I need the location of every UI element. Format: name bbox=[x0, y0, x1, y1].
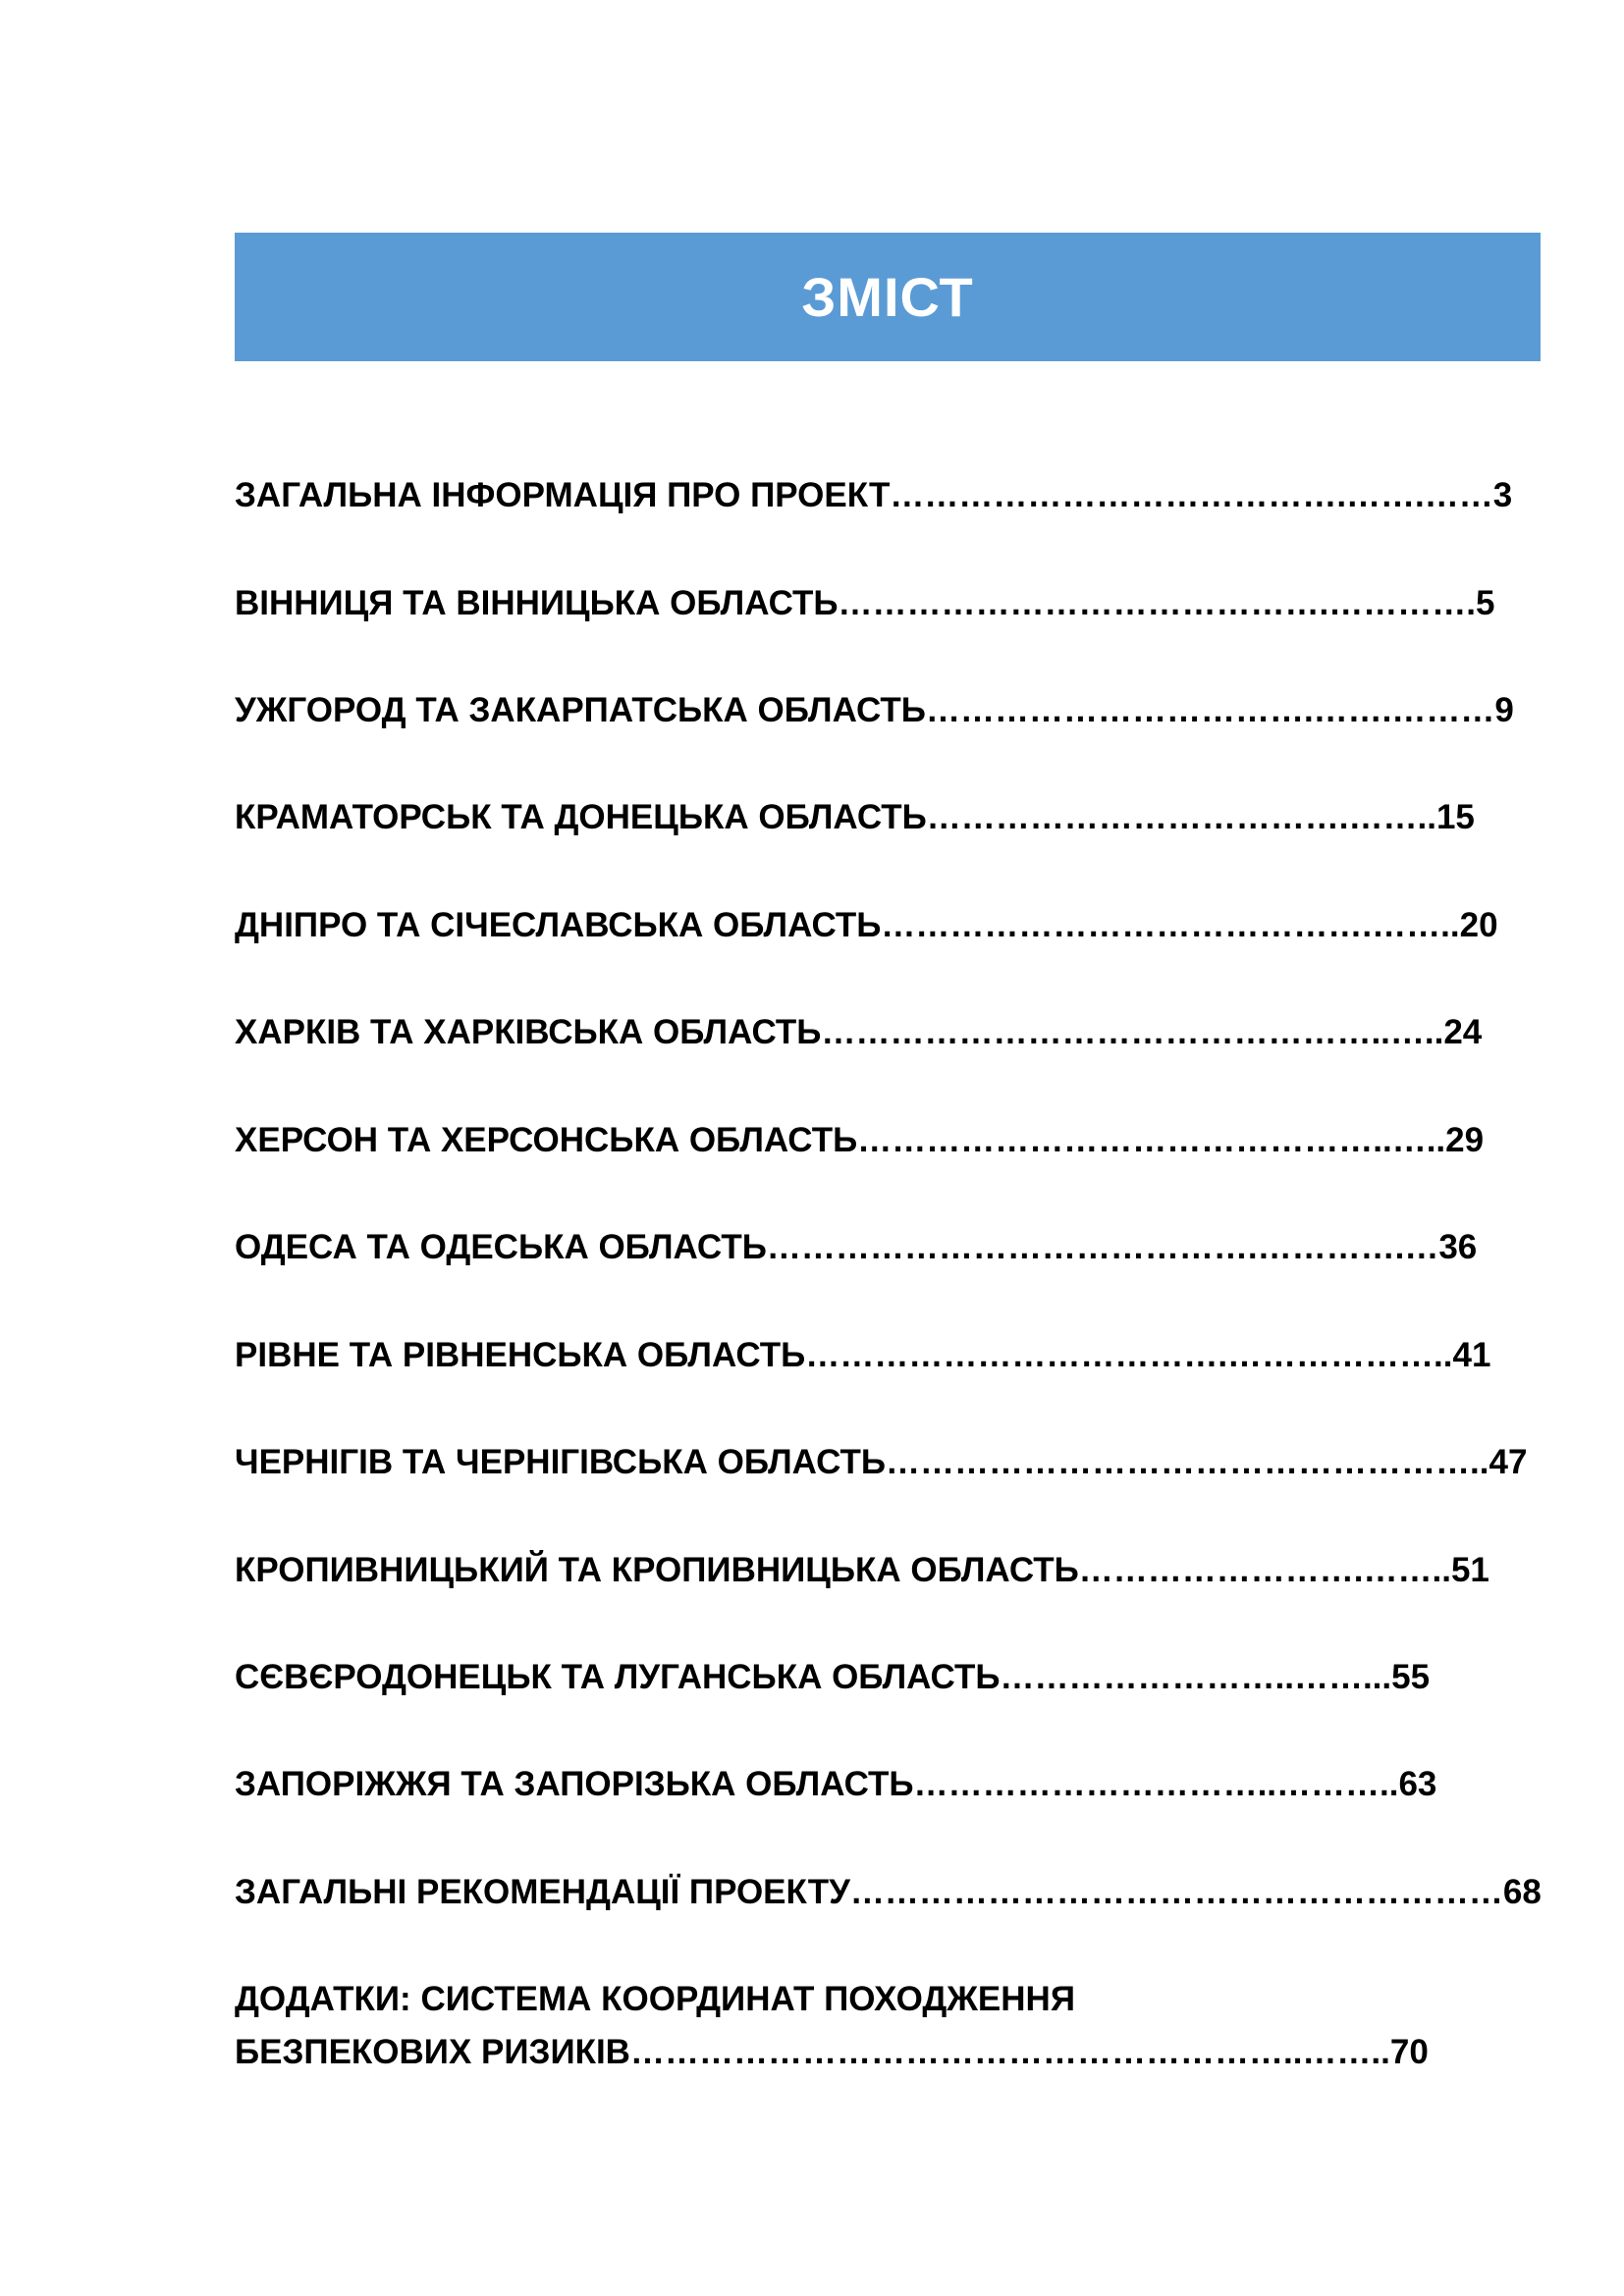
toc-entry-leader: …………………………….…….……… bbox=[925, 691, 1495, 729]
toc-entry-title: ХЕРСОН ТА ХЕРСОНСЬКА ОБЛАСТЬ bbox=[235, 1121, 858, 1159]
toc-entry bbox=[235, 469, 1512, 522]
toc-entry-page: 55 bbox=[1391, 1658, 1431, 1696]
toc-entry-leader: …………………………………………………..…….. bbox=[629, 2033, 1390, 2071]
toc-entry-title: ВІННИЦЯ ТА ВІННИЦЬКА ОБЛАСТЬ bbox=[235, 584, 839, 622]
toc-entry-page: 5 bbox=[1476, 584, 1495, 622]
toc-entry bbox=[235, 791, 1475, 844]
page-title: ЗМІСТ bbox=[801, 266, 974, 328]
toc-entry-leader: …………………………..……….. bbox=[913, 1765, 1399, 1803]
toc-entry-title: БЕЗПЕКОВИХ РИЗИКІВ bbox=[235, 2033, 630, 2071]
toc-entry bbox=[235, 1114, 1484, 1167]
toc-entry-title: ЧЕРНІГІВ ТА ЧЕРНІГІВСЬКА ОБЛАСТЬ bbox=[235, 1443, 887, 1481]
toc-entry-page: 68 bbox=[1502, 1873, 1542, 1911]
toc-entry-title: СЄВЄРОДОНЕЦЬК ТА ЛУГАНСЬКА ОБЛАСТЬ bbox=[235, 1658, 1001, 1696]
toc-entry bbox=[235, 899, 1498, 952]
toc-entry-title: КРАМАТОРСЬК ТА ДОНЕЦЬКА ОБЛАСТЬ bbox=[235, 798, 927, 836]
toc-entry-page: 24 bbox=[1443, 1013, 1483, 1051]
toc-entry-page: 41 bbox=[1452, 1336, 1491, 1374]
toc-entry-page: 15 bbox=[1435, 798, 1475, 836]
toc-entry-leader: …………………………………………..….. bbox=[821, 1013, 1444, 1051]
toc-entry-title: ЗАПОРІЖЖЯ ТА ЗАПОРІЗЬКА ОБЛАСТЬ bbox=[235, 1765, 914, 1803]
toc-entry-page: 36 bbox=[1438, 1228, 1478, 1266]
toc-entry-leader: …………………….…….. bbox=[1078, 1551, 1451, 1589]
toc-entry bbox=[235, 1544, 1489, 1597]
toc-entry-title: ЗАГАЛЬНІ РЕКОМЕНДАЦІЇ ПРОЕКТУ bbox=[235, 1873, 850, 1911]
toc-entry-title: ХАРКІВ ТА ХАРКІВСЬКА ОБЛАСТЬ bbox=[235, 1013, 822, 1051]
toc-entry-leader: …………………………………….………….… bbox=[766, 1228, 1439, 1266]
toc-entry-leader: ……………………………….……………….. bbox=[805, 1336, 1453, 1374]
toc-title-bar bbox=[235, 233, 1541, 361]
toc-entry-title: ДНІПРО ТА СІЧЕСЛАВСЬКА ОБЛАСТЬ bbox=[235, 906, 882, 944]
toc-entry bbox=[235, 1866, 1542, 1919]
toc-entry-leader: ……………………………….…….. bbox=[926, 798, 1436, 836]
toc-entry-leader: …………………………………………….. bbox=[886, 1443, 1489, 1481]
toc-entry-page: 9 bbox=[1494, 691, 1514, 729]
toc-entry-leader: …………………………………….…………. bbox=[838, 584, 1476, 622]
toc-entry-page: 29 bbox=[1445, 1121, 1485, 1159]
toc-entry-title: ОДЕСА ТА ОДЕСЬКА ОБЛАСТЬ bbox=[235, 1228, 767, 1266]
toc-entry-leader: ………………………………………………… bbox=[849, 1873, 1503, 1911]
toc-entry bbox=[235, 1221, 1477, 1274]
toc-entry-title: КРОПИВНИЦЬКИЙ ТА КРОПИВНИЦЬКА ОБЛАСТЬ bbox=[235, 1551, 1079, 1589]
toc-entry-page: 51 bbox=[1450, 1551, 1489, 1589]
toc-entry-appendix-continued bbox=[235, 2026, 1429, 2079]
toc-entry-leader: ………………………………………..….. bbox=[857, 1121, 1446, 1159]
toc-entry-leader: ………………………………….…….…… bbox=[890, 476, 1493, 514]
toc-entry-title: ЗАГАЛЬНА ІНФОРМАЦІЯ ПРО ПРОЕКТ bbox=[235, 476, 891, 514]
toc-entry-page: 3 bbox=[1492, 476, 1513, 514]
toc-entry bbox=[235, 1436, 1527, 1489]
toc-entry bbox=[235, 1329, 1490, 1382]
toc-entry-page: 70 bbox=[1389, 2033, 1429, 2071]
toc-entry-appendix bbox=[235, 1973, 1075, 2026]
toc-entry-page: 47 bbox=[1489, 1443, 1528, 1481]
toc-entry-page: 20 bbox=[1459, 906, 1498, 944]
toc-entry-title: УЖГОРОД ТА ЗАКАРПАТСЬКА ОБЛАСТЬ bbox=[235, 691, 926, 729]
toc-entry-leader: ……………………..……... bbox=[1000, 1658, 1392, 1696]
toc-entry-page: 63 bbox=[1398, 1765, 1437, 1803]
toc-entry bbox=[235, 577, 1494, 630]
toc-entry-title: ДОДАТКИ: СИСТЕМА КООРДИНАТ ПОХОДЖЕННЯ bbox=[235, 1980, 1075, 2018]
toc-entry-title: РІВНЕ ТА РІВНЕНСЬКА ОБЛАСТЬ bbox=[235, 1336, 806, 1374]
toc-entry bbox=[235, 1758, 1436, 1811]
toc-entry bbox=[235, 1651, 1430, 1704]
toc-entry bbox=[235, 684, 1514, 737]
toc-entry bbox=[235, 1006, 1482, 1059]
toc-entry-leader: …………………………………….…….. bbox=[881, 906, 1460, 944]
